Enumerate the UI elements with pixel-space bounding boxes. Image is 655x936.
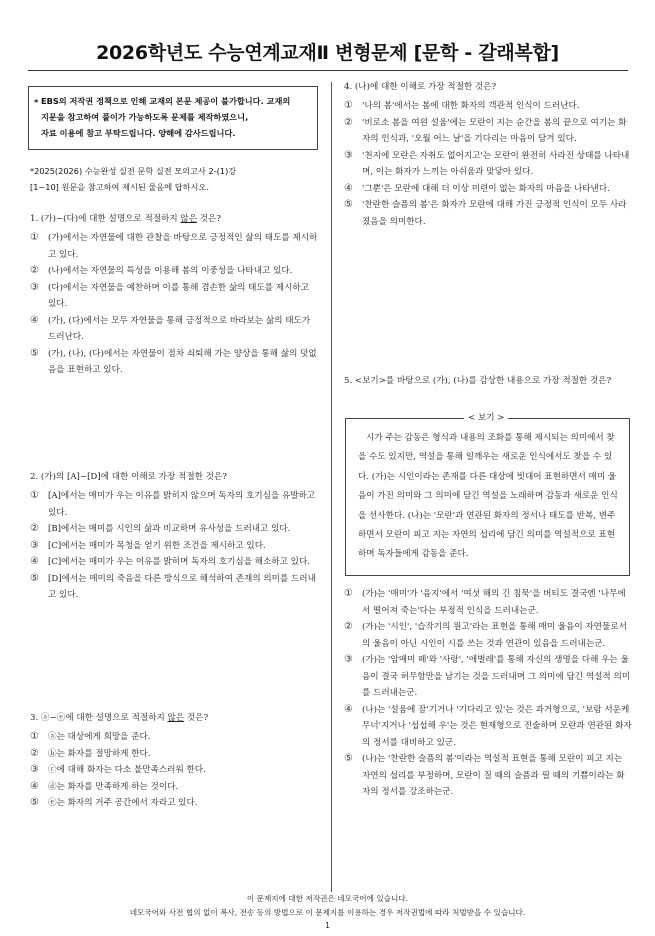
question-1 xyxy=(30,212,320,379)
question-3 xyxy=(30,711,320,812)
question-4 xyxy=(344,80,632,230)
emphasis-not: 않은 xyxy=(167,713,185,723)
question-2 xyxy=(30,470,320,604)
question-1-stem: 1. (가)~(다)에 대한 설명으로 적절하지 않은 것은? xyxy=(30,214,221,224)
answer-option[interactable]: ③ (가)는 '암매미 떼'와 '사랑', '애벌레'를 통해 자신의 생명을 다해 우는 울음이 결국 허무함만을 남기는 것을 드러내며 그 의미에 담긴 역설적 의미를 드러내는군. xyxy=(344,654,631,698)
copyright-notice-box xyxy=(28,86,318,150)
source-line-2: [1~10] 원문을 참고하여 제시된 물음에 답하시오. xyxy=(30,182,209,192)
notice-line: 지문을 참고하여 풀이가 가능하도록 문제를 제작하였으니, xyxy=(41,112,249,122)
answer-option[interactable]: ④ '그뿐'은 모란에 대해 더 이상 미련이 없는 화자의 마음을 나타낸다. xyxy=(344,182,610,194)
answer-option[interactable]: ② '비로소 봄을 여읜 설움'에는 모란이 지는 순간을 봄의 끝으로 여기는 화자의 인식과, '오월 어느 날'을 기다리는 마음이 담겨 있다. xyxy=(344,116,627,144)
answer-option[interactable]: ④ [C]에서는 매미가 우는 이유를 밝히며 독자의 호기심을 해소하고 있다. xyxy=(30,556,311,567)
bogi-box: 시가 주는 감동은 형식과 내용의 조화를 통해 제시되는 의미에서 찾을 수도 있지만, 역설을 통해 일깨우는 새로운 인식에서도 찾을 수 있다. (가)는 시인이라는 존재를 다른 대상에 빗대어 표현하면서 매미 울음이 가진 의미와 그 의미에 담긴 역설을 노래하며 감동과 새로운 인식을 선사한다. (나)는 '모란'과 연관된 화자의 정서나 태도를 반복, 변주하면서 모란이 피고 지는 자연의 섭리에 담긴 의미를 역설적으로 표현하며 독자들에게 감동을 준다. xyxy=(345,418,630,576)
answer-option[interactable]: ③ '천지에 모란은 자취도 없어지고'는 모란이 완전히 사라진 상태를 나타내며, 이는 화자가 느끼는 아쉬움과 맞닿아 있다. xyxy=(344,149,630,177)
answer-option[interactable]: ② [B]에서는 매미를 시인의 삶과 비교하며 유사성을 드러내고 있다. xyxy=(30,523,291,534)
answer-option[interactable]: ② (나)에서는 자연물의 특성을 이용해 봄의 이중성을 나타내고 있다. xyxy=(30,265,293,276)
answer-option[interactable]: ⑤ [D]에서는 매미의 죽음을 다른 방식으로 해석하여 존재의 의미를 드러내고 있다. xyxy=(30,572,316,600)
footer-copyright: 이 문제지에 대한 저작권은 네모국어에 있습니다. xyxy=(246,894,409,903)
answer-option[interactable]: ③ [C]에서는 매미가 목청을 얻기 위한 조건을 제시하고 있다. xyxy=(30,539,266,551)
question-5 xyxy=(344,374,632,392)
notice-star: * xyxy=(34,97,39,107)
answer-option[interactable]: ① (가)는 '매미'가 '음지'에서 '여섯 해의 긴 침묵'을 버티도 결국엔 '나무에서 떨어져 죽는'다는 부정적 인식을 드러내는군. xyxy=(344,588,626,616)
notice-line: 자료 이용에 참고 부탁드립니다. 양해에 감사드립니다. xyxy=(41,128,236,138)
answer-option[interactable]: ⑤ ⓔ는 화자의 거주 공간에서 자라고 있다. xyxy=(30,797,198,808)
answer-option[interactable]: ② (가)는 '시인', '습작기의 원고'라는 표현을 통해 매미 울음이 자연물로서의 울음이 아닌 시인이 시를 쓰는 것과 연관이 있음을 드러내는군. xyxy=(344,621,627,649)
answer-option[interactable]: ② ⓑ는 화자를 절망하게 한다. xyxy=(30,747,151,759)
question-2-stem: 2. (가)의 [A]~[D]에 대한 이해로 가장 적절한 것은? xyxy=(30,472,227,482)
answer-option[interactable]: ⑤ '찬란한 슬픔의 봄'은 화자가 모란에 대해 가진 긍정적 인식이 모두 사라졌음을 의미한다. xyxy=(344,199,627,227)
answer-option[interactable]: ① [A]에서는 매미가 우는 이유를 밝히지 않으며 독자의 호기심을 유발하고 있다. xyxy=(30,490,316,518)
page-number: 1 xyxy=(325,921,330,930)
source-line-1: *2025(2026) 수능완성 실전 문학 실전 모의고사 2-(1)강 xyxy=(30,166,237,176)
answer-option[interactable]: ④ ⓓ는 화자를 만족하게 하는 것이다. xyxy=(30,780,179,792)
answer-option[interactable]: ③ ⓒ에 대해 화자는 다소 불만족스러워 한다. xyxy=(30,764,206,775)
title-rule xyxy=(28,70,628,71)
answer-option[interactable]: ④ (나)는 '설움에 잠'기거나 '기다리고 있'는 것은 과거형으로, '보람 서운케 무너'지거나 '섭섭해 우'는 것은 현재형으로 진술하며 모란과 연관된 화자의 정서를 대비하고 있군. xyxy=(344,703,632,748)
answer-option[interactable]: ① ⓐ는 대상에게 희망을 준다. xyxy=(30,731,151,742)
bogi-label: < 보기 > xyxy=(464,411,508,423)
answer-option[interactable]: ④ (가), (다)에서는 모두 자연물을 통해 긍정적으로 바라보는 삶의 태도가 드러난다. xyxy=(30,314,311,342)
source-info xyxy=(30,163,236,195)
question-5-stem: 5. <보기>를 바탕으로 (가), (나)를 감상한 내용으로 가장 적절한 것은? xyxy=(344,376,612,386)
emphasis-not: 않은 xyxy=(180,214,197,224)
question-4-stem: 4. (나)에 대한 이해로 가장 적절한 것은? xyxy=(344,82,497,92)
answer-option[interactable]: ① (가)에서는 자연물에 대한 관찰을 바탕으로 긍정적인 삶의 태도를 제시하고 있다. xyxy=(30,232,318,260)
notice-line: EBS의 저작권 정책으로 인해 교재의 본문 제공이 불가합니다. 교재의 xyxy=(41,96,291,106)
question-5-options xyxy=(344,586,632,801)
answer-option[interactable]: ① '나의 봄'에서는 봄에 대한 화자의 객관적 인식이 드러난다. xyxy=(344,100,580,111)
column-divider xyxy=(331,82,332,892)
question-3-stem: 3. ⓐ~ⓔ에 대한 설명으로 적절하지 않은 것은? xyxy=(30,713,209,723)
answer-option[interactable]: ③ (다)에서는 자연물을 예찬하며 이를 통해 겸손한 삶의 태도를 제시하고 있다. xyxy=(30,281,310,309)
page-title: 2026학년도 수능연계교재Ⅱ 변형문제 [문학 - 갈래복합] xyxy=(96,42,559,64)
answer-option[interactable]: ⑤ (나)는 '찬란한 슬픔의 봄'이라는 역설적 표현을 통해 모란이 피고 지는 자연의 섭리를 부정하며, 모란이 질 때의 슬픔과 필 때의 기쁨이라는 화자의 정서를 강조하는군. xyxy=(344,753,625,797)
answer-option[interactable]: ⑤ (가), (나), (다)에서는 자연물이 점차 쇠퇴해 가는 양상을 통해 삶의 덧없음을 표현하고 있다. xyxy=(30,347,317,375)
footer-warning: 네모국어와 사전 협의 없이 복사, 전송 등의 방법으로 이 문제지를 이용하는 경우 저작권법에 따라 처벌받을 수 있습니다. xyxy=(129,908,526,917)
